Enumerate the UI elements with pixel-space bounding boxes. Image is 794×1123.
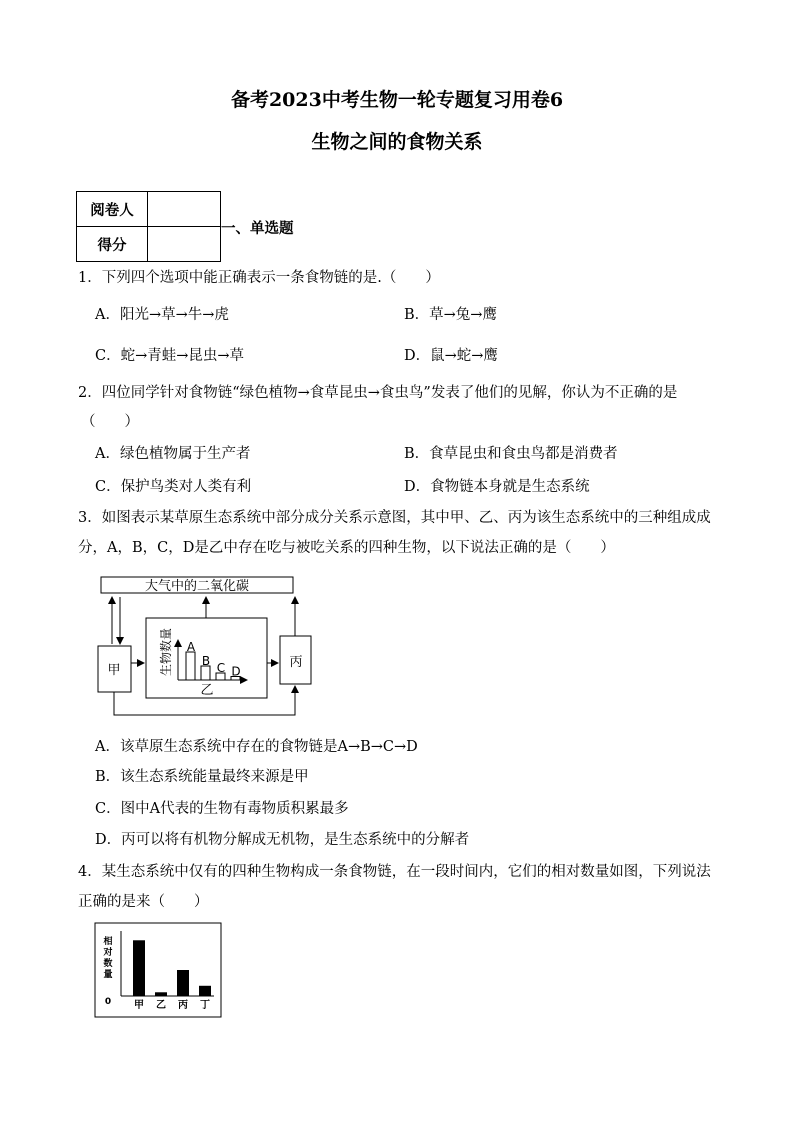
q3-stem-cont: 分，A，B，C，D是乙中存在吃与被吃关系的四种生物，以下说法正确的是（ ） xyxy=(78,540,615,556)
q1-option-a[interactable]: A．阳光→草→牛→虎 xyxy=(95,307,229,323)
grader-label: 阅卷人 xyxy=(77,192,148,227)
q4-stem: 4．某生态系统中仅有的四种生物构成一条食物链，在一段时间内，它们的相对数量如图，下列说法 xyxy=(78,864,711,880)
q3-stem: 3．如图表示某草原生态系统中部分成分关系示意图，其中甲、乙、丙为该生态系统中的三种组成成 xyxy=(78,510,711,526)
q2-option-a[interactable]: A．绿色植物属于生产者 xyxy=(95,446,251,462)
grader-table xyxy=(76,191,221,262)
score-cell[interactable] xyxy=(148,227,221,262)
y-axis-label-char: 相 xyxy=(103,937,113,947)
q2-option-c[interactable]: C．保护鸟类对人类有利 xyxy=(95,479,252,495)
q2-option-b[interactable]: B．食草昆虫和食虫鸟都是消费者 xyxy=(404,446,618,462)
q2-option-d[interactable]: D．食物链本身就是生态系统 xyxy=(404,479,590,495)
y-axis-label-char: 量 xyxy=(103,970,113,980)
q4-stem-cont: 正确的是来（ ） xyxy=(78,894,209,910)
bar-乙 xyxy=(155,992,167,996)
q1-option-d[interactable]: D．鼠→蛇→鹰 xyxy=(404,348,498,364)
q3-option-b[interactable]: B．该生态系统能量最终来源是甲 xyxy=(95,769,309,785)
chart-zero-label: 0 xyxy=(104,997,112,1007)
bar-甲 xyxy=(133,940,145,996)
mini-bar-label-B: B xyxy=(201,654,211,668)
mini-bar-label-D: D xyxy=(231,664,241,679)
q3-option-a[interactable]: A．该草原生态系统中存在的食物链是A→B→C→D xyxy=(95,739,418,755)
bar-丙 xyxy=(177,970,189,996)
q3-option-d[interactable]: D．丙可以将有机物分解成无机物，是生态系统中的分解者 xyxy=(95,832,470,848)
mini-bar-B xyxy=(201,666,210,680)
q2-stem: 2．四位同学针对食物链“绿色植物→食草昆虫→食虫鸟”发表了他们的见解，你认为不正确的是 xyxy=(78,385,678,401)
middle-label: 乙 xyxy=(200,683,214,698)
section-heading: 一、单选题 xyxy=(221,220,294,237)
q2-stem-cont: （ ） xyxy=(81,414,139,430)
y-axis-label-char: 数 xyxy=(103,959,113,969)
doc-subtitle: 生物之间的食物关系 xyxy=(311,131,483,153)
y-axis-label: 生物数量 xyxy=(159,627,173,676)
tick-label-甲: 甲 xyxy=(134,1000,144,1011)
tick-label-丁: 丁 xyxy=(200,1000,210,1011)
doc-title: 备考2023中考生物一轮专题复习用卷6 xyxy=(230,89,564,111)
grader-cell[interactable] xyxy=(148,192,221,227)
mini-bar-A xyxy=(186,652,195,680)
ecosystem-diagram xyxy=(90,570,330,720)
q1-stem: 1．下列四个选项中能正确表示一条食物链的是.（ ） xyxy=(78,270,440,286)
q1-option-c[interactable]: C．蛇→青蛙→昆虫→草 xyxy=(95,348,245,364)
score-label: 得分 xyxy=(77,227,148,262)
bar-丁 xyxy=(199,986,211,996)
mini-bar-label-C: C xyxy=(216,661,226,675)
q1-option-b[interactable]: B．草→兔→鹰 xyxy=(404,307,497,323)
relative-quantity-chart xyxy=(94,922,222,1018)
y-axis-label-char: 对 xyxy=(103,948,113,958)
mini-bar-label-A: A xyxy=(186,640,196,654)
tick-label-乙: 乙 xyxy=(156,1000,166,1011)
decomposer-label: 丙 xyxy=(289,655,303,670)
tick-label-丙: 丙 xyxy=(178,1000,188,1011)
producer-label: 甲 xyxy=(107,663,121,678)
q3-option-c[interactable]: C．图中A代表的生物有毒物质积累最多 xyxy=(95,801,349,817)
atmosphere-label: 大气中的二氧化碳 xyxy=(144,579,250,594)
